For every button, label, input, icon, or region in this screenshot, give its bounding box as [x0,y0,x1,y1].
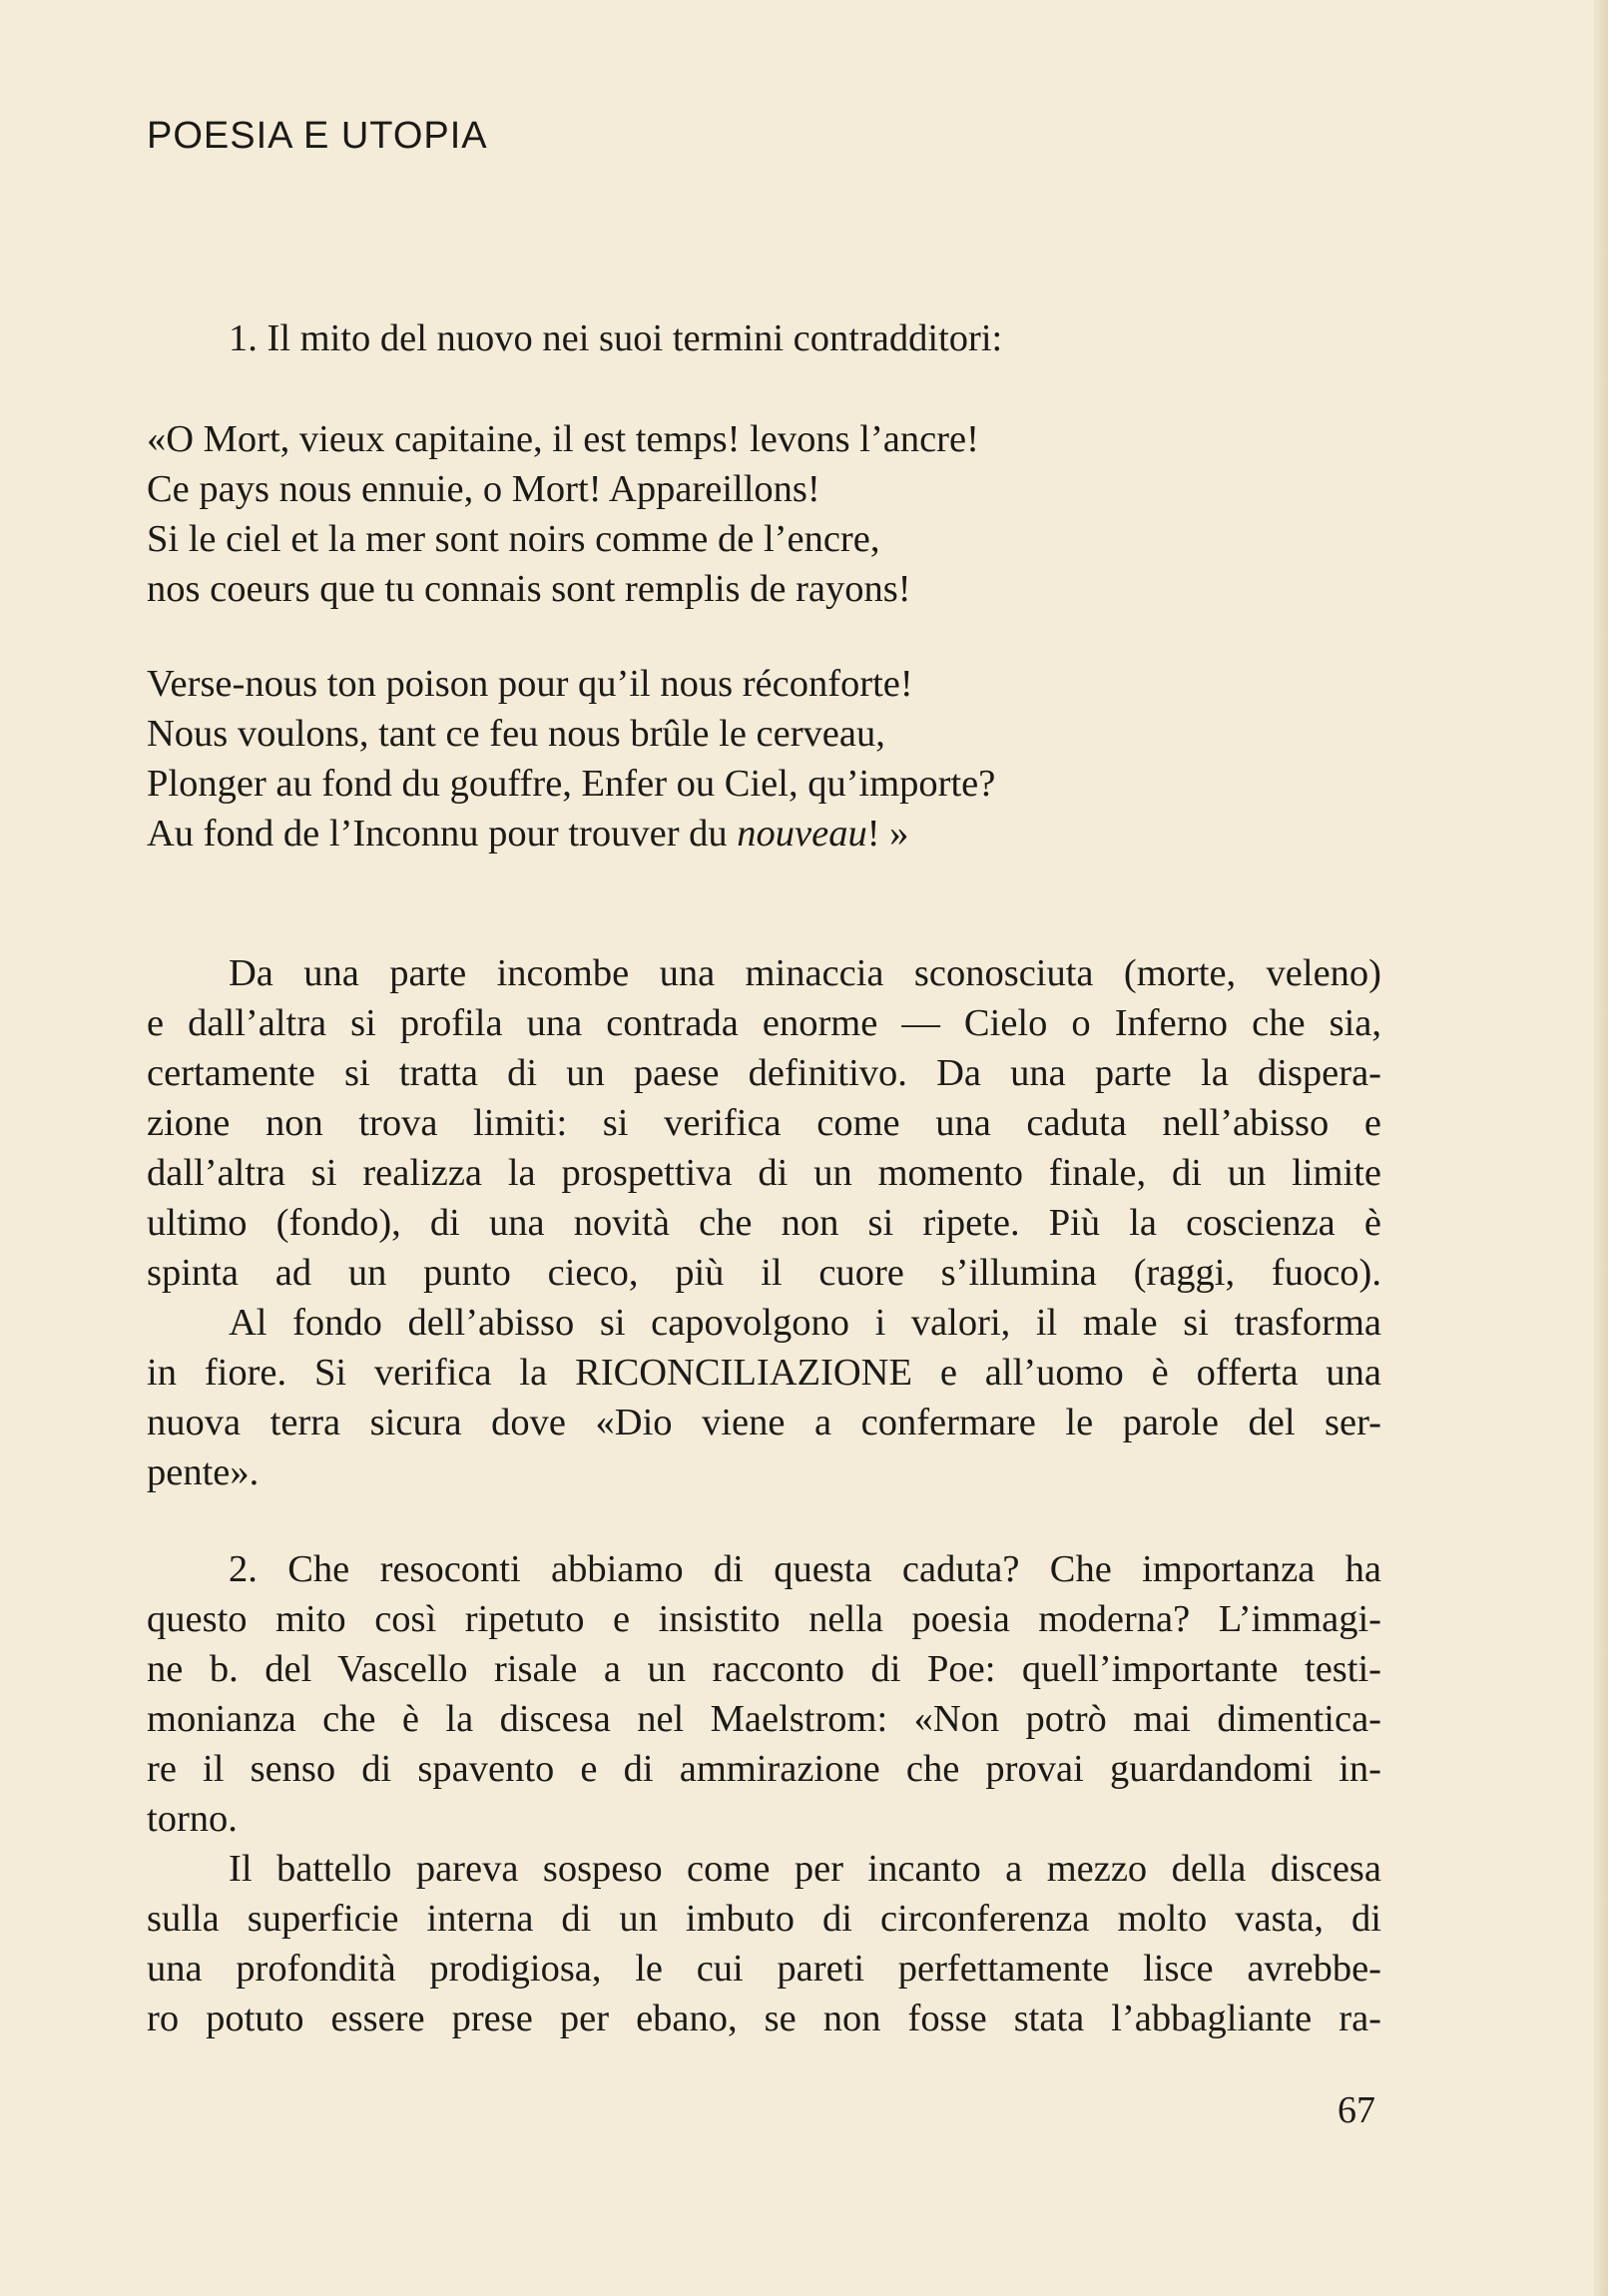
poem-stanza-1 [147,414,1381,614]
paragraph-line: monianza che è la discesa nel Maelstrom: «Non potrò mai dimentica- [147,1698,1381,1740]
paragraph-line: Il battello pareva sospeso come per incanto a mezzo della discesa [229,1848,1381,1890]
paragraph-line: 2. Che resoconti abbiamo di questa caduta? Che importanza ha [229,1548,1381,1590]
poem-line: Si le ciel et la mer sont noirs comme de l’encre, [147,518,880,560]
poem-stanza-2 [147,659,1381,859]
page-edge [1594,0,1608,2296]
section-heading: 1. Il mito del nuovo nei suoi termini contradditori: [229,317,1003,359]
poem-line: Ce pays nous ennuie, o Mort! Appareillons! [147,468,820,510]
poem-line: Verse-nous ton poison pour qu’il nous réconforte! [147,663,913,705]
paragraph-line: spinta ad un punto cieco, più il cuore s’illumina (raggi, fuoco). [147,1252,1381,1294]
poem-text: Au fond de l’Inconnu pour trouver du [147,813,738,855]
paragraph-line: certamente si tratta di un paese definitivo. Da una parte la dispera- [147,1052,1381,1094]
poem-line: Plonger au fond du gouffre, Enfer ou Ciel, qu’importe? [147,763,996,805]
page-number: 67 [1338,2089,1375,2131]
poem-line-last [147,809,1381,859]
paragraph-line: Da una parte incombe una minaccia sconosciuta (morte, veleno) [229,952,1381,994]
paragraph-line: ne b. del Vascello risale a un racconto di Poe: quell’importante testi- [147,1648,1381,1690]
paragraph-line: ultimo (fondo), di una novità che non si ripete. Più la coscienza è [147,1202,1381,1244]
poem-line: «O Mort, vieux capitaine, il est temps! levons l’ancre! [147,418,979,460]
body-text-section-2 [147,1544,1381,2043]
paragraph-line: in fiore. Si verifica la RICONCILIAZIONE e all’uomo è offerta una [147,1352,1381,1394]
paragraph-line: torno. [147,1798,238,1840]
poem-line: Nous voulons, tant ce feu nous brûle le cerveau, [147,713,885,755]
poem-line: nos coeurs que tu connais sont remplis de rayons! [147,568,911,610]
poem-text: ! » [866,813,909,855]
paragraph-line: questo mito così ripetuto e insistito nella poesia moderna? L’immagi- [147,1598,1381,1640]
body-text [147,948,1381,1497]
paragraph-line: ro potuto essere prese per ebano, se non fosse stata l’abbagliante ra- [147,1998,1381,2039]
poem-italic-word: nouveau [737,813,867,855]
paragraph-line: sulla superficie interna di un imbuto di circonferenza molto vasta, di [147,1898,1381,1940]
paragraph-line: dall’altra si realizza la prospettiva di un momento finale, di un limite [147,1152,1381,1194]
paragraph-line: una profondità prodigiosa, le cui pareti perfettamente lisce avrebbe- [147,1948,1381,1990]
paragraph-line: pente». [147,1451,260,1493]
paragraph-line: Al fondo dell’abisso si capovolgono i valori, il male si trasforma [229,1302,1381,1344]
paragraph-line: nuova terra sicura dove «Dio viene a confermare le parole del ser- [147,1402,1381,1443]
paragraph-line: re il senso di spavento e di ammirazione che provai guardandomi in- [147,1748,1381,1790]
paragraph-line: e dall’altra si profila una contrada enorme — Cielo o Inferno che sia, [147,1002,1381,1044]
paragraph-line: zione non trova limiti: si verifica come una caduta nell’abisso e [147,1102,1381,1144]
running-head: POESIA E UTOPIA [147,115,488,157]
